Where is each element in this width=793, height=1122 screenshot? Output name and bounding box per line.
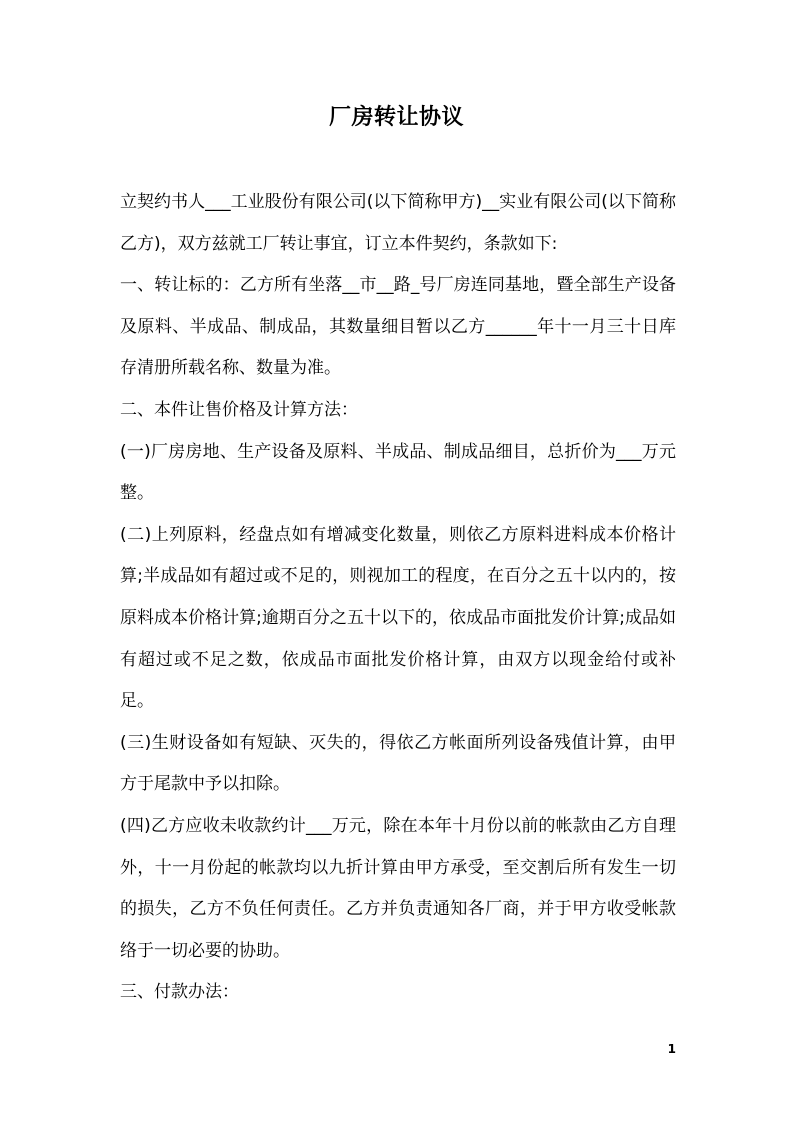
- document-title: 厂房转让协议: [328, 105, 464, 130]
- paragraph-clause-2-item-1: (一)厂房房地、生产设备及原料、半成品、制成品细目，总折价为___万元整。: [120, 441, 676, 504]
- document-body: [120, 182, 676, 1014]
- paragraph-clause-2-item-4: (四)乙方应收未收款约计___万元，除在本年十月份以前的帐款由乙方自理外，十一月份起的帐款均以九折计算由甲方承受，至交割后所有发生一切的损失，乙方不负任何责任。乙方并负责通知各厂商，并于甲方收受帐款络于一切必要的协助。: [120, 815, 676, 961]
- paragraph-clause-2-item-2: (二)上列原料，经盘点如有增减变化数量，则依乙方原料进料成本价格计算;半成品如有超过或不足的，则视加工的程度，在百分之五十以内的，按原料成本价格计算;逾期百分之五十以下的，依成品市面批发价计算;成品如有超过或不足之数，依成品市面批发价格计算，由双方以现金给付或补足。: [120, 524, 676, 712]
- page-number: 1: [667, 1042, 676, 1056]
- paragraph-clause-2-heading: 二、本件让售价格及计算方法：: [120, 399, 358, 420]
- paragraph-clause-1: 一、转让标的：乙方所有坐落__市__路_号厂房连同基地，暨全部生产设备及原料、半成品、制成品，其数量细目暂以乙方______年十一月三十日库存清册所载名称、数量为准。: [120, 275, 676, 379]
- paragraph-preamble: 立契约书人___工业股份有限公司(以下简称甲方)__实业有限公司(以下简称乙方)，双方兹就工厂转让事宜，订立本件契约，条款如下:: [120, 192, 676, 254]
- paragraph-clause-2-item-3: (三)生财设备如有短缺、灭失的，得依乙方帐面所列设备残值计算，由甲方于尾款中予以扣除。: [120, 732, 676, 795]
- paragraph-clause-3-heading: 三、付款办法：: [120, 982, 239, 1003]
